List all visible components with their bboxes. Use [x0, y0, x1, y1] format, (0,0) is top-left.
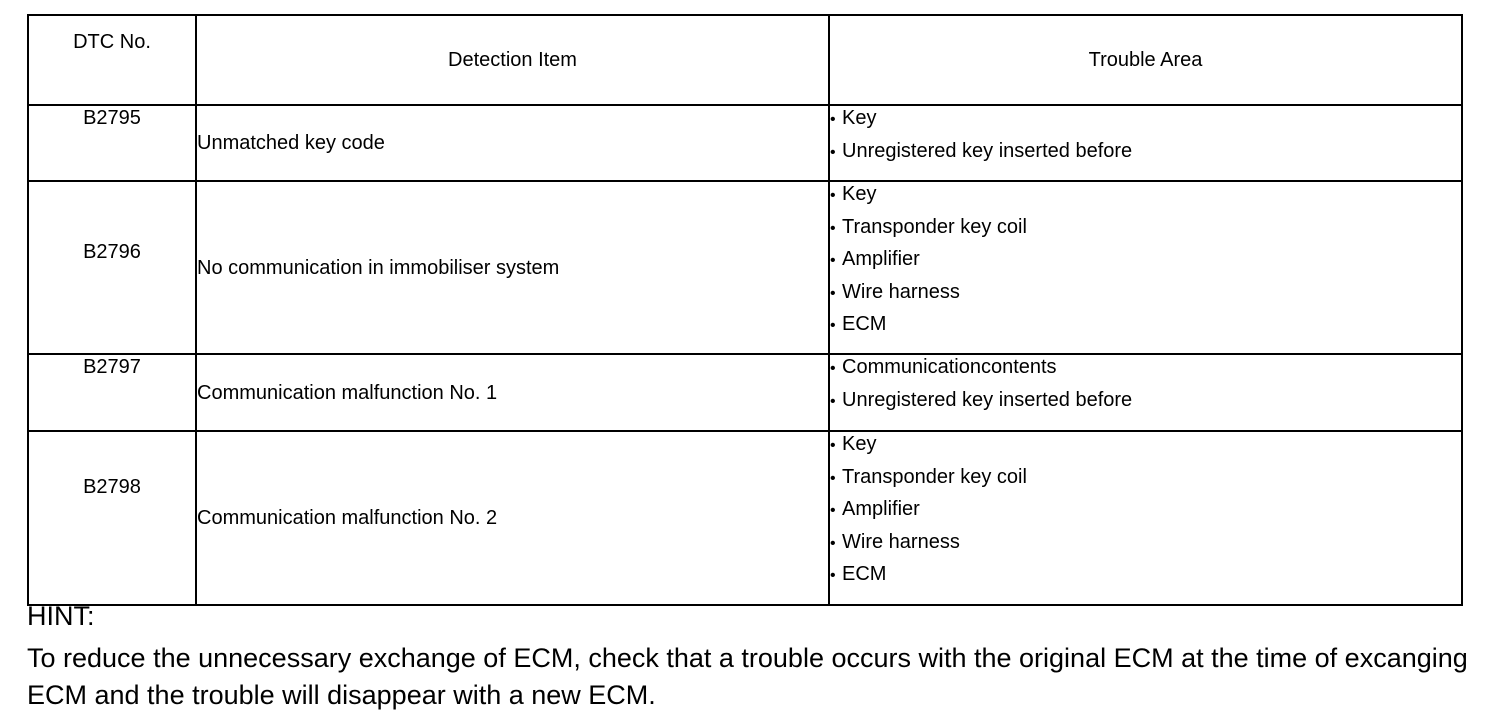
hint-label: HINT:: [27, 601, 95, 631]
detection-item: No communication in immobiliser system: [196, 181, 829, 354]
table-row: [28, 431, 1462, 605]
detection-item: Communication malfunction No. 2: [196, 431, 829, 605]
trouble-area-item: • Key: [830, 182, 1461, 215]
trouble-area-item: • Unregistered key inserted before: [830, 388, 1461, 421]
table-row: [28, 354, 1462, 431]
trouble-area-cell: [829, 354, 1462, 431]
trouble-area-item: • Amplifier: [830, 247, 1461, 280]
detection-item: Communication malfunction No. 1: [196, 354, 829, 431]
trouble-area-list: [830, 182, 1461, 345]
trouble-area-item: • Key: [830, 106, 1461, 139]
header-dtc-no: DTC No.: [28, 15, 196, 105]
table-header: [28, 15, 1462, 105]
trouble-area-item: • Transponder key coil: [830, 465, 1461, 498]
trouble-area-cell: [829, 181, 1462, 354]
trouble-area-cell: [829, 105, 1462, 181]
trouble-area-item: • Communicationcontents: [830, 355, 1461, 388]
dtc-code: B2795: [28, 105, 196, 181]
dtc-code: B2798: [28, 431, 196, 605]
dtc-code: B2797: [28, 354, 196, 431]
trouble-area-item: • Unregistered key inserted before: [830, 139, 1461, 172]
table-body: [28, 105, 1462, 605]
trouble-area-item: • Wire harness: [830, 280, 1461, 313]
dtc-table: [27, 14, 1463, 606]
trouble-area-item: • Key: [830, 432, 1461, 465]
trouble-area-item: • Wire harness: [830, 530, 1461, 563]
hint-text: To reduce the unnecessary exchange of ECM, check that a trouble occurs with the original ECM at the time of excanging ECM and the trouble will disappear with a new ECM.: [27, 643, 1468, 710]
trouble-area-list: [830, 355, 1461, 420]
table-row: [28, 181, 1462, 354]
trouble-area-cell: [829, 431, 1462, 605]
table-row: [28, 105, 1462, 181]
trouble-area-item: • ECM: [830, 562, 1461, 595]
dtc-code: B2796: [28, 181, 196, 354]
header-detection-item: Detection Item: [196, 15, 829, 105]
header-row: [28, 15, 1462, 105]
trouble-area-item: • Amplifier: [830, 497, 1461, 530]
detection-item: Unmatched key code: [196, 105, 829, 181]
trouble-area-list: [830, 432, 1461, 595]
trouble-area-list: [830, 106, 1461, 171]
trouble-area-item: • Transponder key coil: [830, 215, 1461, 248]
trouble-area-item: • ECM: [830, 312, 1461, 345]
header-trouble-area: Trouble Area: [829, 15, 1462, 105]
